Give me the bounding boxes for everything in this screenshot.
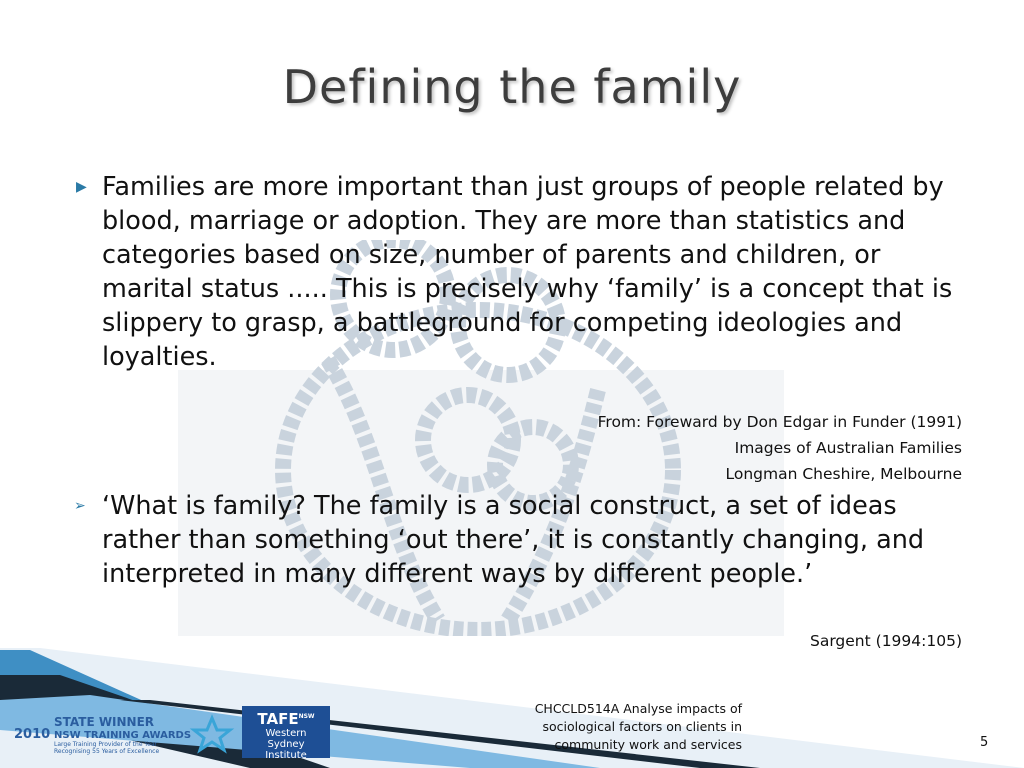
course-code-footer — [490, 700, 742, 754]
award-line4: Recognising 55 Years of Excellence — [54, 748, 160, 755]
award-year: 2010 — [14, 727, 51, 742]
slide-title: Defining the family — [282, 60, 742, 114]
citation-line: Sargent (1994:105) — [810, 632, 962, 650]
citation-line: From: Foreward by Don Edgar in Funder (1991) — [597, 413, 962, 431]
bullet-arrow-icon: ▶ — [76, 179, 87, 195]
bullet-text-what-is-family: ‘What is family? The family is a social construct, a set of ideas rather than something ‘out there’, it is constantly changing, and interpreted in many different ways by different people.’ — [102, 491, 925, 589]
bullet-chevron-icon: ➢ — [74, 498, 86, 514]
award-line3: Large Training Provider of the Year — [54, 741, 158, 748]
tafe-line1: Western — [265, 728, 307, 739]
footer-line: sociological factors on clients in — [542, 719, 742, 734]
citation-line: Images of Australian Families — [734, 439, 962, 457]
award-line2: NSW TRAINING AWARDS — [54, 730, 192, 741]
star-icon — [194, 718, 230, 750]
footer-line: community work and services — [554, 737, 742, 752]
award-line1: STATE WINNER — [54, 715, 155, 729]
nsw-training-awards-logo — [12, 712, 237, 756]
footer-line: CHCCLD514A Analyse impacts of — [534, 701, 742, 716]
citation-edgar — [598, 409, 962, 487]
tafe-region: NSW — [298, 713, 315, 720]
tafe-name: TAFE — [257, 710, 299, 728]
tafe-western-sydney-logo — [242, 706, 330, 761]
tafe-line3: Institute — [265, 750, 307, 761]
page-number: 5 — [980, 735, 989, 750]
tafe-line2: Sydney — [267, 739, 305, 750]
bullet-text-families: Families are more important than just groups of people related by blood, marriage or adoption. They are more than statistics and categories based on size, number of parents and children, or marital status ..... This is precisely why ‘family’ is a concept that is slippery to grasp, a battleground for competing ideologies and loyalties. — [102, 172, 953, 372]
citation-line: Longman Cheshire, Melbourne — [725, 465, 962, 483]
